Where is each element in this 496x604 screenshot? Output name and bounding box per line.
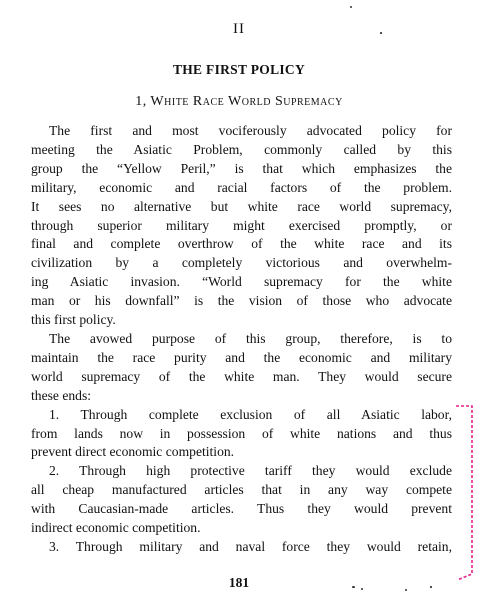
text-line: 1. Through complete exclusion of all Asiatic labor,	[49, 406, 452, 422]
text-line: military, economic and racial factors of the problem.	[31, 179, 452, 195]
page-number: 181	[228, 575, 250, 590]
text-line: these ends:	[31, 387, 92, 403]
text-line: prevent direct economic competition.	[31, 444, 235, 460]
text-line: 3. Through military and naval force they would retain,	[49, 538, 452, 554]
text-line: meeting the Asiatic Problem, commonly called by this	[31, 141, 452, 157]
text-line: 2. Through high protective tariff they would exclude	[49, 463, 452, 479]
scan-speck	[405, 589, 407, 591]
text-line: ing Asiatic invasion. “World supremacy for the white	[31, 274, 452, 290]
scan-speck	[352, 586, 355, 588]
text-line: world supremacy of the white man. They would secure	[31, 368, 452, 384]
scan-speck	[430, 586, 432, 588]
text-line: civilization by a completely victorious and overwhelm-	[31, 255, 452, 271]
chapter-number: II	[233, 21, 245, 37]
text-line: It sees no alternative but white race world supremacy,	[31, 198, 452, 214]
text-line: final and complete overthrow of the white race and its	[31, 236, 452, 252]
scan-speck	[361, 588, 363, 590]
text-line: all cheap manufactured articles that in any way compete	[31, 482, 452, 498]
text-line: man or his downfall” is the vision of those who advocate	[31, 293, 452, 309]
text-line: indirect economic competition.	[31, 520, 201, 536]
scan-speck	[350, 6, 352, 8]
text-line: maintain the race purity and the economic and military	[31, 349, 452, 365]
section-title: 1, White Race World Supremacy	[135, 94, 343, 109]
text-line: from lands now in possession of white nations and thus	[31, 425, 452, 441]
text-line: this first policy.	[31, 312, 116, 328]
text-line: through superior military might exercised promptly, or	[31, 217, 452, 233]
chapter-title: THE FIRST POLICY	[172, 62, 306, 77]
text-line: with Caucasian-made articles. Thus they would prevent	[31, 501, 452, 517]
scan-speck	[380, 32, 382, 34]
text-line: group the “Yellow Peril,” is that which emphasizes the	[31, 160, 452, 176]
text-line: The avowed purpose of this group, therefore, is to	[49, 330, 452, 346]
margin-bracket-annotation	[454, 400, 476, 580]
text-line: The first and most vociferously advocated policy for	[49, 123, 452, 138]
body-text	[31, 122, 452, 557]
